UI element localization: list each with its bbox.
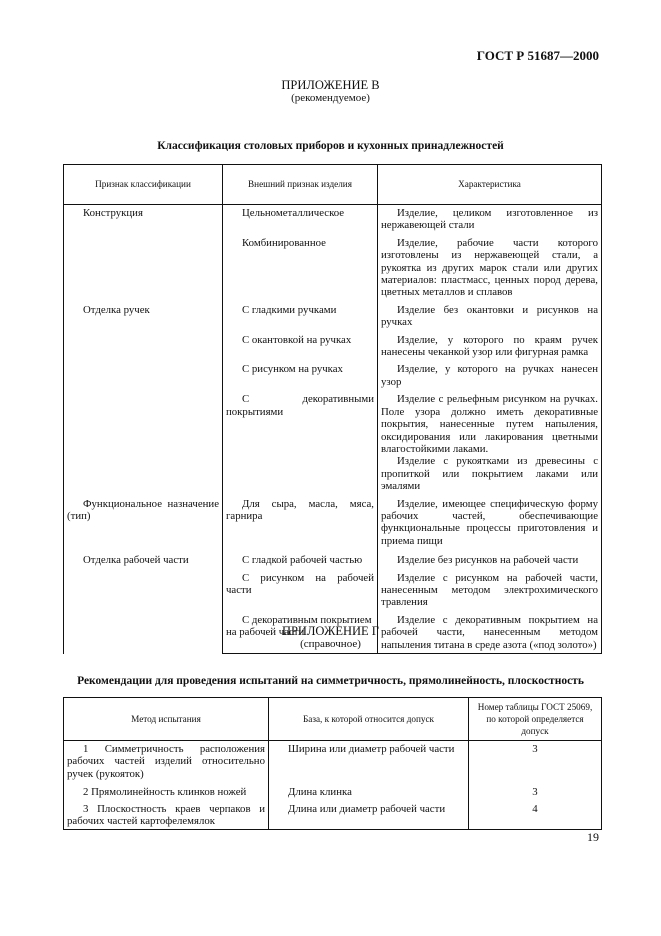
tolerance-base: Длина клинка — [269, 785, 469, 801]
external-sign: С окантовкой на ручках — [223, 333, 378, 363]
table-row — [64, 785, 602, 801]
characteristic: Изделие с декоративным покрытием на рабочей части, нанесенным методом напыления титана в среде азота («под золото») — [378, 613, 602, 654]
characteristic — [378, 392, 602, 496]
appendix-g-status: (справочное) — [300, 638, 361, 650]
column-header: Метод испытания — [64, 698, 269, 741]
table-number: 3 — [469, 785, 602, 801]
table-row — [64, 497, 602, 554]
external-sign: С рисунком на рабочей части — [223, 571, 378, 613]
tolerance-base: Длина или диаметр рабочей части — [269, 802, 469, 830]
table-row — [64, 802, 602, 830]
characteristic: Изделие без окантовки и рисунков на ручках — [378, 303, 602, 333]
characteristic: Изделие с рисунком на рабочей части, нанесенным методом электрохимического травления — [378, 571, 602, 613]
characteristic: Изделие без рисунков на рабочей части — [378, 553, 602, 570]
characteristic: Изделие, у которого на ручках нанесен узор — [378, 362, 602, 392]
external-sign: Комбинированное — [223, 236, 378, 303]
table-row — [64, 741, 602, 786]
external-sign: Цельнометаллическое — [223, 205, 378, 236]
classification-table-title: Классификация столовых приборов и кухонных принадлежностей — [157, 140, 504, 152]
test-method: 3 Плоскостность краев черпаков и рабочих частей картофелемялок — [64, 802, 269, 830]
external-sign: С гладкой рабочей частью — [223, 553, 378, 570]
recommendations-table-title: Рекомендации для проведения испытаний на симметричность, прямолинейность, плоскостность — [77, 675, 584, 687]
tolerance-base: Ширина или диаметр рабочей части — [269, 741, 469, 786]
appendix-b-title: ПРИЛОЖЕНИЕ В — [281, 78, 380, 92]
table-number: 3 — [469, 741, 602, 786]
column-header: Признак классификации — [64, 165, 223, 205]
classification-feature: Отделка ручек — [64, 303, 223, 497]
characteristic-paragraph: Изделие с рельефным рисунком на ручках. Поле узора должно иметь декоративные покрытия, нанесенные путем напыления, оксидирования или лакирования цветными влагостойкими лаками. — [381, 393, 598, 455]
document-id: ГОСТ Р 51687—2000 — [476, 48, 599, 63]
table-number: 4 — [469, 802, 602, 830]
characteristic: Изделие, у которого по краям ручек нанесены чеканкой узор или фигурная рамка — [378, 333, 602, 363]
column-header: Характеристика — [378, 165, 602, 205]
characteristic: Изделие, рабочие части которого изготовлены из нержавеющей стали, а рукоятка из других марок стали или других материалов: пластмасс, ценных пород дерева, цветных металлов и сплавов — [378, 236, 602, 303]
column-header: Внешний признак изделия — [223, 165, 378, 205]
column-header: База, к которой относится допуск — [269, 698, 469, 741]
classification-feature: Конструкция — [64, 205, 223, 303]
external-sign: С декоративными покрытиями — [223, 392, 378, 496]
characteristic: Изделие, имеющее специфическую форму рабочих частей, обеспечивающие функциональные процессы приготовления и приема пищи — [378, 497, 602, 554]
external-sign: С рисунком на ручках — [223, 362, 378, 392]
table-row — [64, 553, 602, 570]
test-method: 2 Прямолинейность клинков ножей — [64, 785, 269, 801]
recommendations-table — [63, 697, 602, 830]
classification-feature: Функциональное назначение (тип) — [64, 497, 223, 554]
appendix-g-title: ПРИЛОЖЕНИЕ Г — [281, 624, 380, 638]
table-row — [64, 303, 602, 333]
table-row — [64, 205, 602, 236]
characteristic-paragraph: Изделие с рукоятками из древесины с пропиткой или покрытием лаками или эмалями — [381, 455, 598, 493]
appendix-b-status: (рекомендуемое) — [291, 92, 370, 104]
external-sign: С декоративным покрытием на рабочей части — [223, 613, 378, 654]
classification-feature: Отделка рабочей части — [64, 553, 223, 653]
test-method: 1 Симметричность расположения рабочих частей изделий относительно ручек (рукояток) — [64, 741, 269, 786]
external-sign: С гладкими ручками — [223, 303, 378, 333]
characteristic: Изделие, целиком изготовленное из нержавеющей стали — [378, 205, 602, 236]
classification-table — [63, 164, 602, 654]
page-number: 19 — [587, 830, 599, 844]
external-sign: Для сыра, масла, мяса, гарнира — [223, 497, 378, 554]
column-header: Номер таблицы ГОСТ 25069, по которой определяется допуск — [469, 698, 602, 741]
